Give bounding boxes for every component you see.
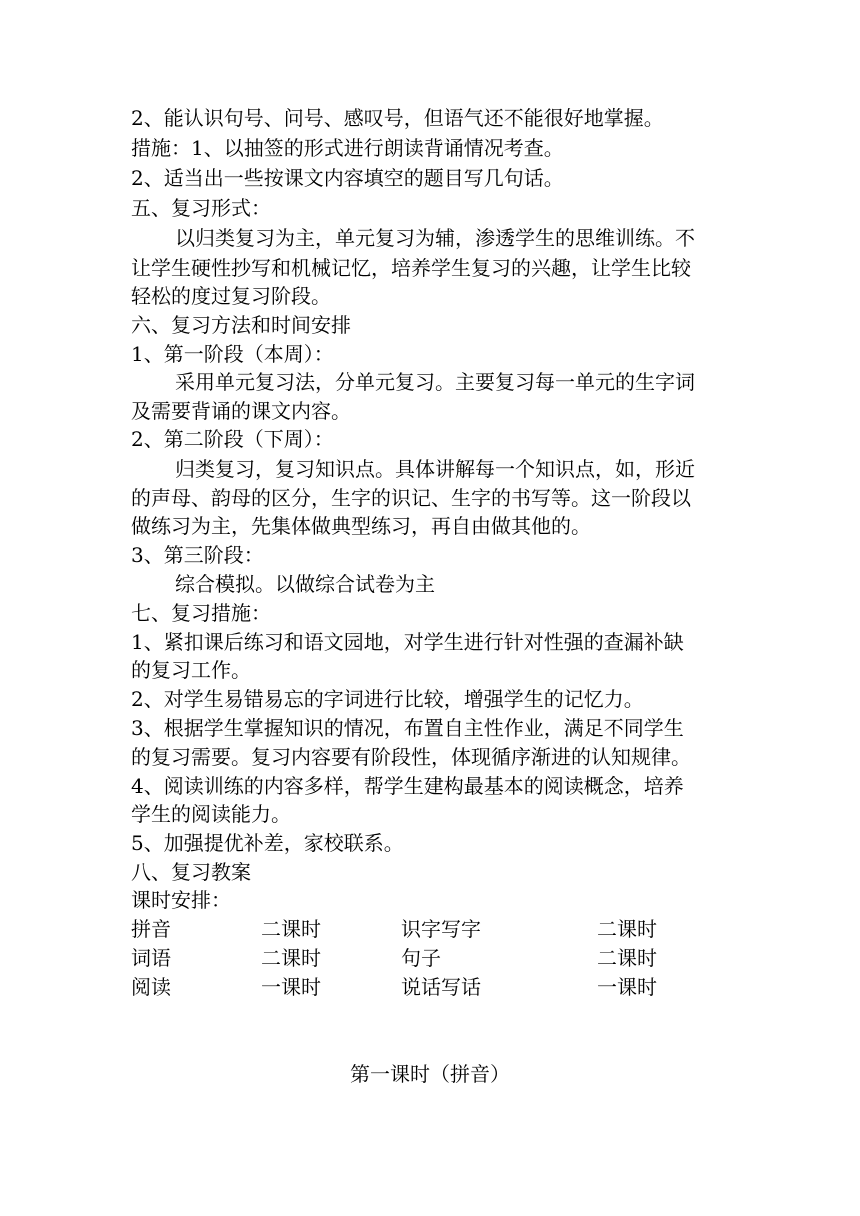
schedule-subject: 说话写话: [401, 975, 481, 999]
text-line: 及需要背诵的课文内容。: [131, 399, 351, 423]
section-heading: 六、复习方法和时间安排: [131, 313, 351, 337]
text-line: 2、第二阶段（下周）：: [131, 427, 334, 451]
schedule-subject: 句子: [401, 946, 441, 970]
schedule-subject: 拼音: [131, 917, 171, 941]
text-line: 2、能认识句号、问号、感叹号，但语气还不能很好地掌握。: [131, 106, 664, 130]
text-line: 1、第一阶段（本周）：: [131, 342, 334, 366]
text-line: 2、适当出一些按课文内容填空的题目写几句话。: [131, 166, 564, 190]
text-line: 4、阅读训练的内容多样，帮学生建构最基本的阅读概念，培养: [131, 774, 684, 798]
schedule-hours: 二课时: [261, 917, 321, 941]
text-line: 的复习需要。复习内容要有阶段性，体现循序渐进的认知规律。: [131, 745, 691, 769]
text-line: 学生的阅读能力。: [131, 802, 291, 826]
section-heading: 八、复习教案: [131, 860, 251, 884]
text-line: 2、对学生易错易忘的字词进行比较，增强学生的记忆力。: [131, 687, 644, 711]
lesson-title: 第一课时（拼音）: [350, 1062, 510, 1086]
schedule-subject: 识字写字: [401, 917, 481, 941]
text-line: 3、根据学生掌握知识的情况，布置自主性作业，满足不同学生: [131, 716, 684, 740]
section-heading: 五、复习形式：: [131, 196, 271, 220]
section-heading: 七、复习措施：: [131, 601, 271, 625]
schedule-hours: 二课时: [261, 946, 321, 970]
text-line: 综合模拟。以做综合试卷为主: [175, 572, 435, 596]
schedule-subject: 阅读: [131, 975, 171, 999]
schedule-hours: 二课时: [597, 917, 657, 941]
text-line: 课时安排：: [131, 888, 231, 912]
text-line: 采用单元复习法，分单元复习。主要复习每一单元的生字词: [175, 370, 695, 394]
text-line: 让学生硬性抄写和机械记忆，培养学生复习的兴趣，让学生比较: [131, 256, 691, 280]
text-line: 3、第三阶段：: [131, 543, 264, 567]
schedule-hours: 二课时: [597, 946, 657, 970]
schedule-hours: 一课时: [597, 975, 657, 999]
text-line: 轻松的度过复习阶段。: [131, 284, 331, 308]
text-line: 5、加强提优补差，家校联系。: [131, 831, 404, 855]
text-line: 做练习为主，先集体做典型练习，再自由做其他的。: [131, 514, 591, 538]
schedule-hours: 一课时: [261, 975, 321, 999]
text-line: 的复习工作。: [131, 658, 251, 682]
text-line: 措施：1、以抽签的形式进行朗读背诵情况考查。: [131, 136, 564, 160]
text-line: 以归类复习为主，单元复习为辅，渗透学生的思维训练。不: [175, 226, 695, 250]
text-line: 归类复习，复习知识点。具体讲解每一个知识点，如，形近: [175, 457, 695, 481]
text-line: 的声母、韵母的区分，生字的识记、生字的书写等。这一阶段以: [131, 486, 691, 510]
schedule-subject: 词语: [131, 946, 171, 970]
text-line: 1、紧扣课后练习和语文园地，对学生进行针对性强的查漏补缺: [131, 630, 684, 654]
